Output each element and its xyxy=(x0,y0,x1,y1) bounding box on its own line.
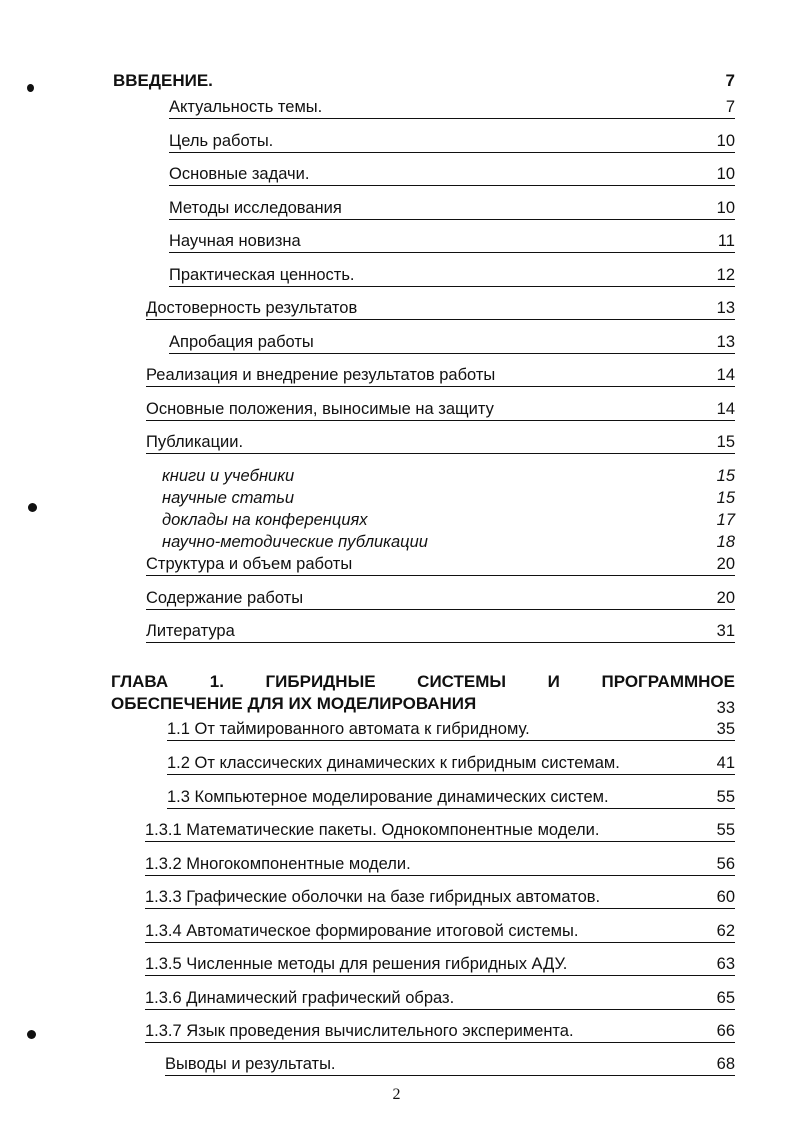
toc-page: 31 xyxy=(716,622,735,640)
toc-title: 1.1 От таймированного автомата к гибридному. xyxy=(167,720,530,738)
toc-title: 1.3.3 Графические оболочки на базе гибридных автоматов. xyxy=(145,888,601,906)
scan-speck xyxy=(27,1030,36,1039)
toc-subentry xyxy=(162,510,735,530)
toc-title: Практическая ценность. xyxy=(169,266,355,284)
toc-page: 17 xyxy=(716,511,735,529)
toc-entry xyxy=(145,819,735,842)
toc-page: 35 xyxy=(716,720,735,738)
toc-page: 10 xyxy=(716,132,735,150)
toc-title: Научная новизна xyxy=(169,232,301,250)
chapter-page: 33 xyxy=(716,699,735,717)
toc-subentry xyxy=(162,466,735,486)
page-number: 2 xyxy=(392,1086,401,1103)
toc-page: 14 xyxy=(716,400,735,418)
toc-title: Структура и объем работы xyxy=(146,555,353,573)
toc-title: 1.3 Компьютерное моделирование динамических систем. xyxy=(167,788,609,806)
toc-entry xyxy=(145,920,735,943)
toc-title: Апробация работы xyxy=(169,333,314,351)
toc-title: 1.3.4 Автоматическое формирование итоговой системы. xyxy=(145,922,579,940)
toc-entry xyxy=(146,620,735,643)
toc-page: 15 xyxy=(716,489,735,507)
toc-entry xyxy=(167,786,735,809)
toc-page: 55 xyxy=(716,821,735,839)
toc-title: Основные положения, выносимые на защиту xyxy=(146,400,494,418)
toc-title: 1.3.6 Динамический графический образ. xyxy=(145,989,455,1007)
toc-page: 18 xyxy=(716,533,735,551)
chapter-word: ПРОГРАММНОЕ xyxy=(601,672,735,691)
toc-entry xyxy=(145,987,735,1010)
toc-title: Основные задачи. xyxy=(169,165,310,183)
toc-entry xyxy=(146,553,735,576)
toc-entry xyxy=(167,752,735,775)
toc-entry xyxy=(146,587,735,610)
toc-subentry xyxy=(162,488,735,508)
toc-title: научно-методические публикации xyxy=(162,533,428,551)
toc-entry xyxy=(146,364,735,387)
toc-page: 63 xyxy=(716,955,735,973)
toc-page: 68 xyxy=(716,1055,735,1073)
toc-page: 41 xyxy=(716,754,735,772)
toc-page: 13 xyxy=(716,299,735,317)
toc-subentry xyxy=(162,532,735,552)
toc-page: 20 xyxy=(716,589,735,607)
toc-entry xyxy=(169,230,735,253)
toc-entry xyxy=(145,853,735,876)
toc-entry xyxy=(146,431,735,454)
toc-page: 15 xyxy=(716,467,735,485)
toc-page: 56 xyxy=(716,855,735,873)
toc-title: научные статьи xyxy=(162,489,295,507)
toc-page: 62 xyxy=(716,922,735,940)
toc-entry xyxy=(169,163,735,186)
toc-title: Методы исследования xyxy=(169,199,342,217)
chapter-word: ГИБРИДНЫЕ xyxy=(265,672,376,691)
toc-page: 12 xyxy=(716,266,735,284)
toc-entry xyxy=(146,398,735,421)
toc-title: Содержание работы xyxy=(146,589,304,607)
chapter-title-line2: ОБЕСПЕЧЕНИЕ ДЛЯ ИХ МОДЕЛИРОВАНИЯ xyxy=(111,694,477,713)
toc-entry xyxy=(146,297,735,320)
toc-title: 1.3.7 Язык проведения вычислительного эксперимента. xyxy=(145,1022,574,1040)
chapter-heading xyxy=(111,671,735,719)
toc-entry xyxy=(145,953,735,976)
toc-entry xyxy=(167,718,735,741)
toc-entry xyxy=(169,331,735,354)
toc-title: Реализация и внедрение результатов работы xyxy=(146,366,496,384)
toc-title: Литература xyxy=(146,622,235,640)
toc-page: 65 xyxy=(716,989,735,1007)
toc-title: Публикации. xyxy=(146,433,244,451)
toc-title: 1.2 От классических динамических к гибридным системам. xyxy=(167,754,620,772)
toc-page: 13 xyxy=(716,333,735,351)
toc-page: 15 xyxy=(716,433,735,451)
toc-entry xyxy=(145,886,735,909)
toc-title: ВВЕДЕНИЕ. xyxy=(113,71,213,90)
toc-title: доклады на конференциях xyxy=(162,511,368,529)
toc-title: Выводы и результаты. xyxy=(165,1055,336,1073)
toc-title: 1.3.5 Численные методы для решения гибридных АДУ. xyxy=(145,955,568,973)
toc-title: Актуальность темы. xyxy=(169,98,323,116)
toc-page: 20 xyxy=(716,555,735,573)
toc-page: 14 xyxy=(716,366,735,384)
toc-entry xyxy=(169,197,735,220)
toc-entry xyxy=(169,264,735,287)
toc-title: 1.3.1 Математические пакеты. Однокомпонентные модели. xyxy=(145,821,600,839)
toc-page: 60 xyxy=(716,888,735,906)
toc-entry-introduction xyxy=(113,70,735,92)
toc-page: 55 xyxy=(716,788,735,806)
chapter-word: СИСТЕМЫ xyxy=(417,672,507,691)
chapter-word: И xyxy=(547,672,560,691)
toc-page: 7 xyxy=(725,71,735,90)
chapter-word: ГЛАВА xyxy=(111,672,169,691)
chapter-word: 1. xyxy=(209,672,224,691)
toc-page: 10 xyxy=(716,199,735,217)
toc-title: книги и учебники xyxy=(162,467,295,485)
toc-entry xyxy=(169,130,735,153)
toc-page: 11 xyxy=(717,232,735,250)
scan-speck xyxy=(27,84,34,92)
toc-entry xyxy=(169,96,735,119)
toc-entry xyxy=(145,1020,735,1043)
toc-title: Достоверность результатов xyxy=(146,299,358,317)
toc-title: 1.3.2 Многокомпонентные модели. xyxy=(145,855,411,873)
toc-entry xyxy=(165,1053,735,1076)
toc-title: Цель работы. xyxy=(169,132,274,150)
toc-page: 66 xyxy=(716,1022,735,1040)
scan-speck xyxy=(28,503,37,512)
toc-page: 10 xyxy=(716,165,735,183)
toc-page: 7 xyxy=(725,98,735,116)
